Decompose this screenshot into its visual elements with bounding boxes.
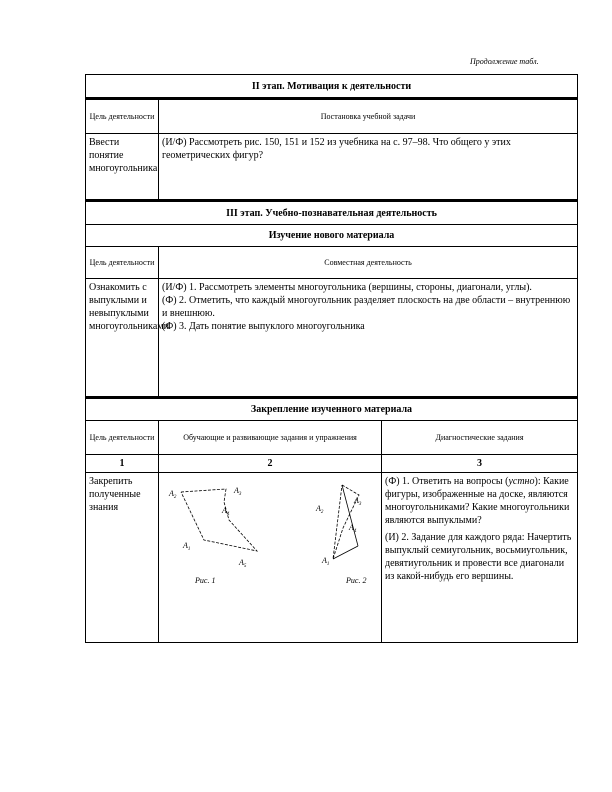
col-number-3: 3 [381, 455, 577, 472]
stage3-subtitle: Изучение нового материала [268, 230, 395, 241]
fig2-label-a3: $A_3$ [354, 496, 362, 507]
diag1-prefix: (Ф) 1. Ответить на вопросы ( [385, 476, 509, 487]
stage3-title: III этап. Учебно-познавательная деятельность [226, 207, 437, 219]
diagnostic-cell [381, 473, 577, 642]
stage3-activity [158, 279, 577, 396]
stage3-goal-header: Цель деятельности [89, 257, 155, 267]
fig1-label-a2: $A_2$ [169, 489, 177, 500]
diag1-suffix: ): Какие фигуры, изображенные на доске, являются многоугольниками? Какие многоугольники являются выпуклыми? [385, 476, 570, 526]
activity-item-2: (Ф) 2. Отметить, что каждый многоугольник разделяет плоскость на две области – внутреннюю и внешнюю. [162, 295, 571, 319]
fig2-label-a4: $A_4$ [349, 523, 357, 534]
activity-item-3: (Ф) 3. Дать понятие выпуклого многоугольника [162, 321, 365, 332]
consolidation-goal: Закрепить полученные знания [89, 476, 141, 513]
figures-cell [158, 473, 381, 642]
stage2-task-header: Постановка учебной задачи [158, 100, 577, 133]
fig2-label-a2: $A_2$ [316, 504, 324, 515]
fig1-label-a1: $A_1$ [183, 541, 191, 552]
stage2-title: II этап. Мотивация к деятельности [251, 80, 412, 92]
fig1-label-a3: $A_3$ [234, 486, 242, 497]
continuation-label: Продолжение табл. [470, 57, 539, 66]
diagnostic-task-2: (И) 2. Задание для каждого ряда: Начертить выпуклый семиугольник, восьмиугольник, девятиугольник и провести все диагонали из какой-нибудь его вершины. [385, 532, 572, 582]
col-number-2: 2 [158, 455, 381, 472]
figures-svg [159, 473, 380, 641]
diag1-italic: устно [508, 476, 535, 487]
stage2-task: (И/Ф) Рассмотреть рис. 150, 151 и 152 из учебника на с. 97–98. Что общего у этих геометрических фигур? [158, 134, 577, 199]
consolidation-tasks-header: Обучающие и развивающие задания и упражнения [158, 421, 381, 454]
stage3-activity-header: Совместная деятельность [158, 247, 577, 278]
fig1-label-a4: $A_4$ [222, 506, 230, 517]
consolidation-goal-header: Цель деятельности [89, 432, 155, 442]
figure2-caption: Рис. 2 [346, 576, 367, 585]
fig2-label-a1: $A_1$ [322, 556, 330, 567]
stage2-table [85, 74, 578, 643]
fig1-label-a5: $A_5$ [239, 558, 247, 569]
stage2-goal-header: Цель деятельности [89, 111, 155, 121]
stage2-goal: Ввести понятие многоугольника [89, 137, 158, 174]
diagnostic-task-1 [385, 475, 574, 527]
consolidation-diag-header: Диагностические задания [381, 421, 577, 454]
col-number-1: 1 [119, 458, 125, 469]
activity-item-1: (И/Ф) 1. Рассмотреть элементы многоугольника (вершины, стороны, диагонали, углы). [162, 282, 532, 293]
figure2-diagonal [342, 485, 358, 546]
figure1-polygon [181, 489, 257, 551]
figure1-caption: Рис. 1 [195, 576, 216, 585]
stage3-goal: Ознакомить с выпуклыми и невыпуклыми многоугольниками [89, 282, 169, 332]
consolidation-title: Закрепление изученного материала [250, 404, 413, 415]
